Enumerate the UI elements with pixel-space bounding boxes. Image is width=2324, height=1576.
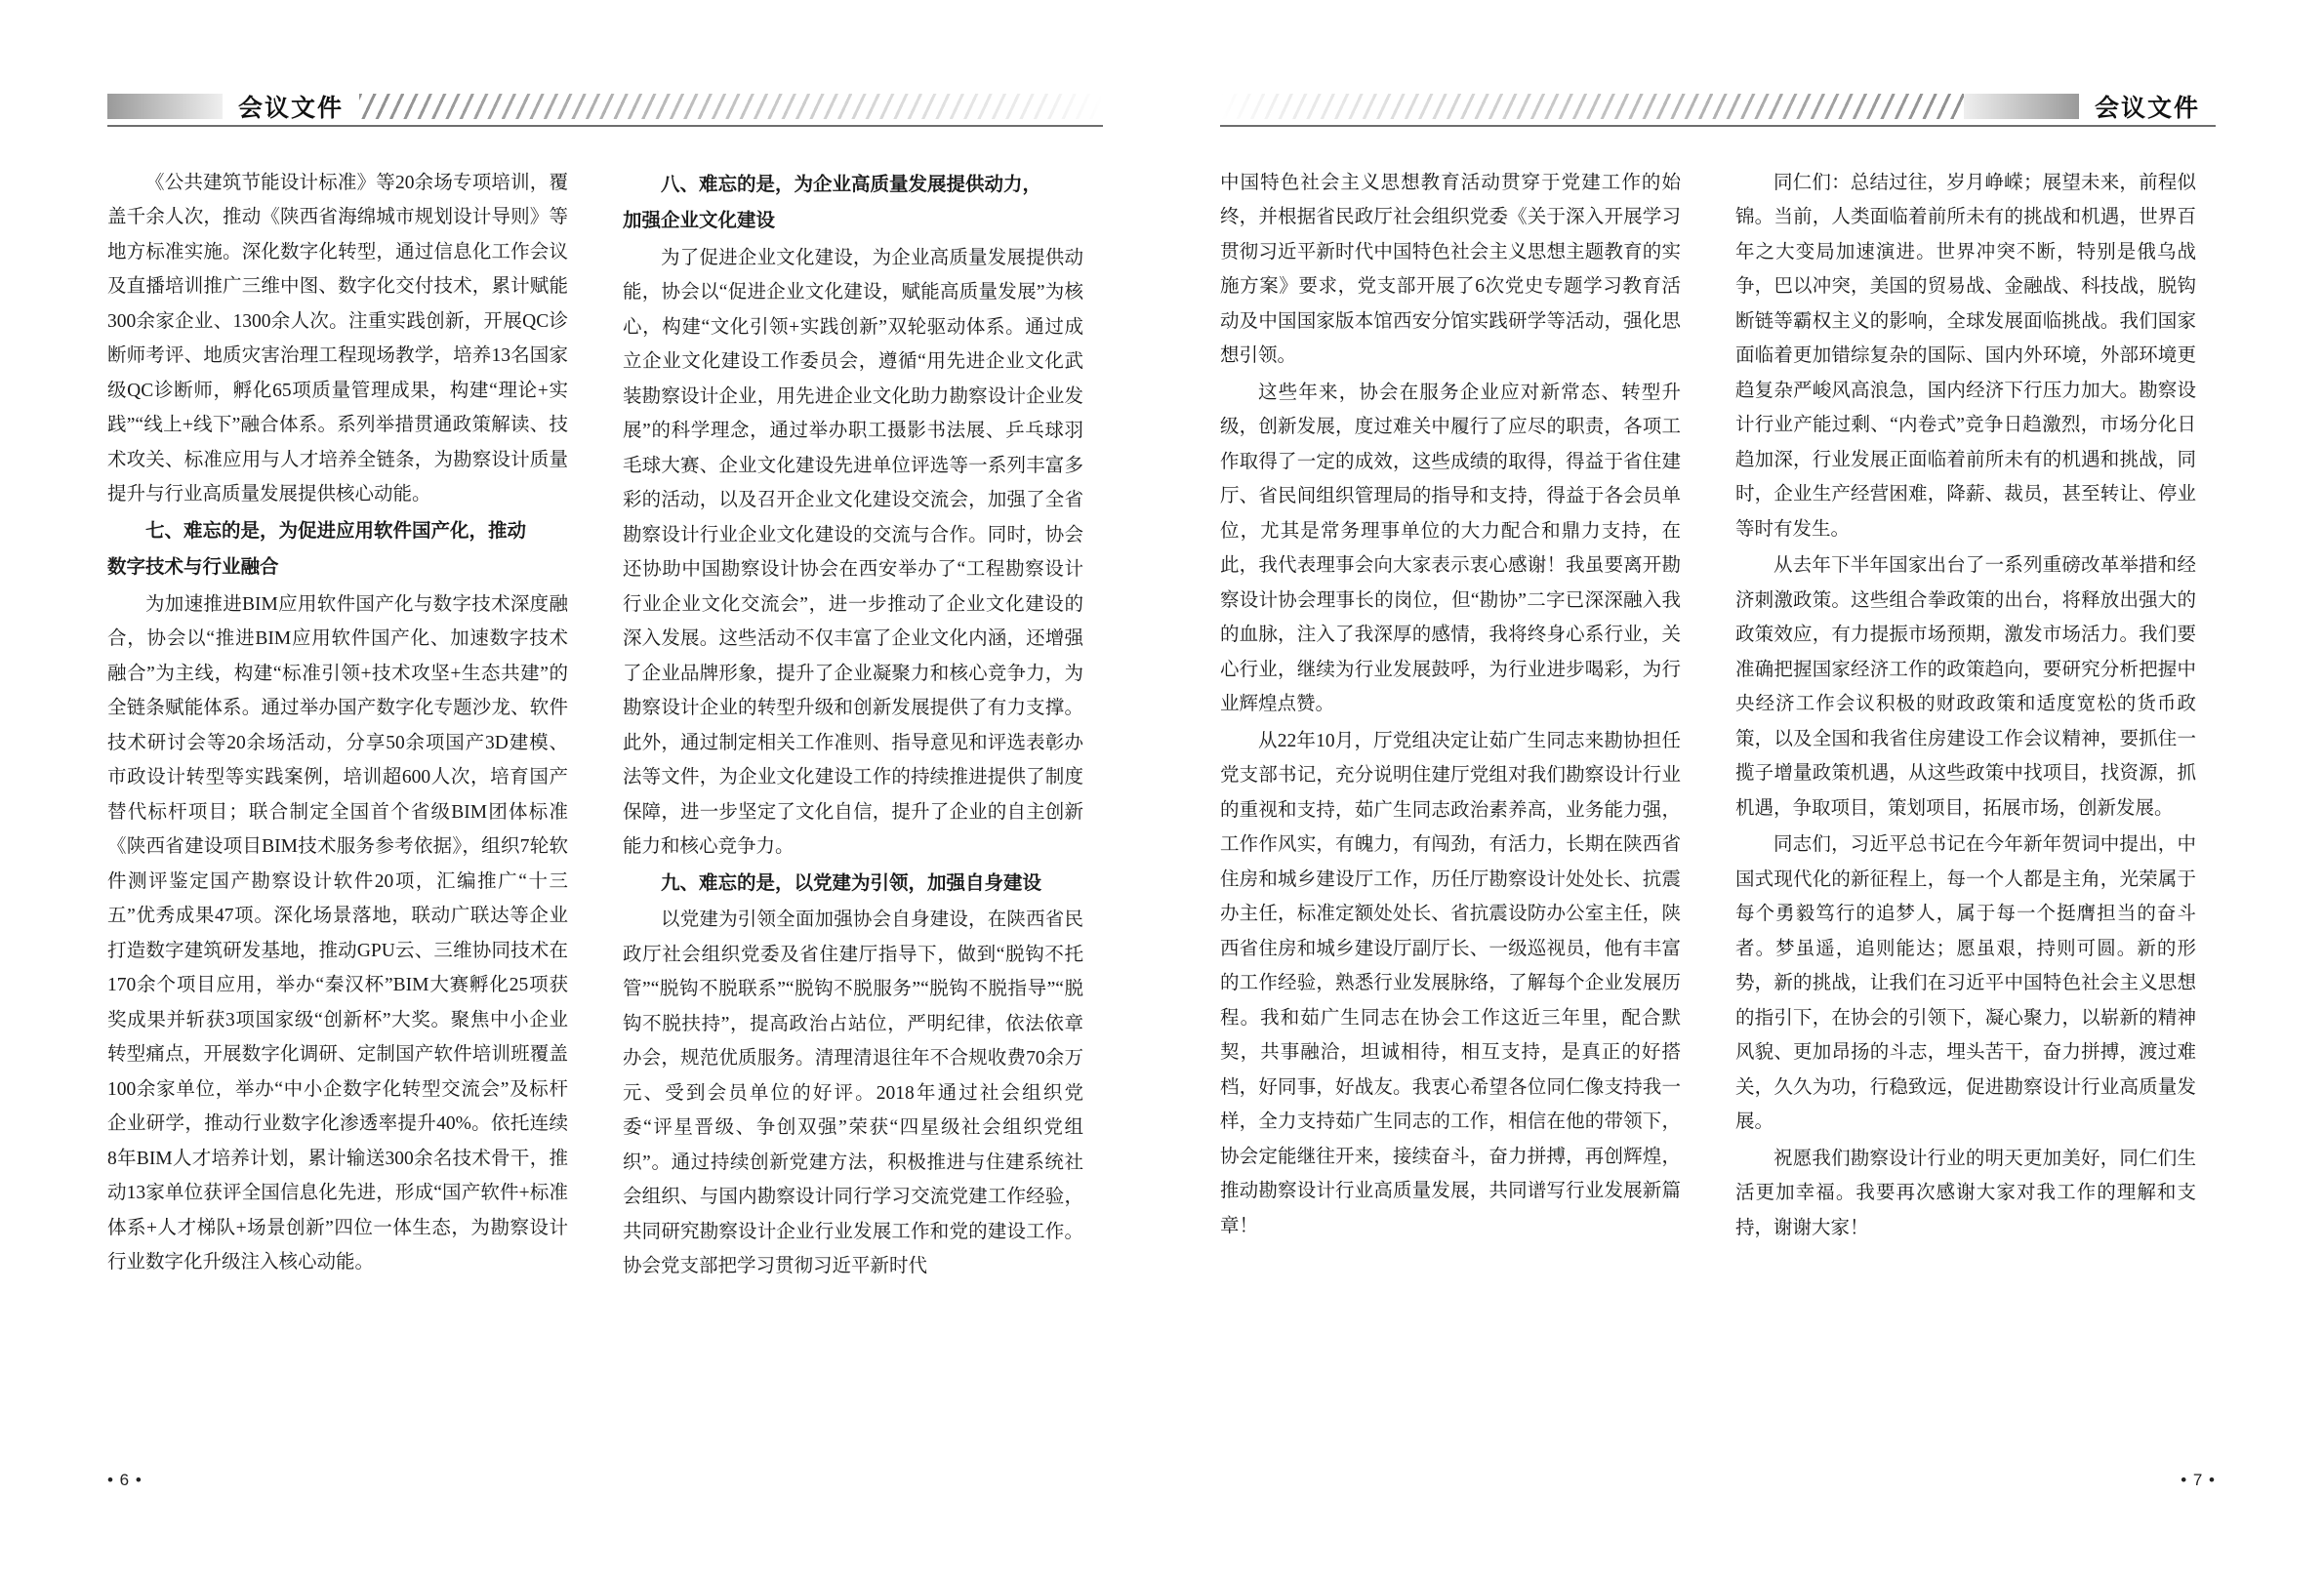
paragraph: 《公共建筑节能设计标准》等20余场专项培训，覆盖千余人次，推动《陕西省海绵城市规划设计导则》等地方标准实施。深化数字化转型，通过信息化工作会议及直播培训推广三维中图、数字化交付技术，累计赋能300余家企业、1300余人次。注重实践创新，开展QC诊断师考评、地质灾害治理工程现场教学，培养13名国家级QC诊断师，孵化65项质量管理成果，构建“理论+实践”“线上+线下”融合体系。系列举措贯通政策解读、技术攻关、标准应用与人才培养全链条，为勘察设计质量提升与行业高质量发展提供核心动能。 — [107, 173, 568, 505]
column-right-2 — [1735, 166, 2196, 1425]
section-heading-cont: 加强企业文化建设 — [623, 210, 776, 232]
paragraph: 祝愿我们勘察设计行业的明天更加美好，同仁们生活更加幸福。我要再次感谢大家对我工作的理解和支持，谢谢大家！ — [1735, 1148, 2196, 1238]
header-gradient-bar — [107, 94, 223, 119]
paragraph: 同仁们：总结过往，岁月峥嵘；展望未来，前程似锦。当前，人类面临着前所未有的挑战和机遇，世界百年之大变局加速演进。世界冲突不断，特别是俄乌战争，巴以冲突，美国的贸易战、金融战、科技战，脱钩断链等霸权主义的影响，全球发展面临挑战。我们国家面临着更加错综复杂的国际、国内外环境，外部环境更趋复杂严峻风高浪急，国内经济下行压力加大。勘察设计行业产能过剩、“内卷式”竞争日趋激烈，市场分化日趋加深，行业发展正面临着前所未有的机遇和挑战，同时，企业生产经营困难，降薪、裁员，甚至转让、停业等时有发生。 — [1735, 173, 2196, 540]
column-right-1 — [1220, 166, 1681, 1425]
column-container-left — [107, 166, 1103, 1425]
column-left-1 — [107, 166, 568, 1425]
header-rule — [1220, 125, 2216, 127]
column-left-2 — [623, 166, 1083, 1425]
page-number-right: • 7 • — [2181, 1471, 2216, 1489]
page-right — [1162, 0, 2323, 1576]
section-heading: 九、难忘的是，以党建为引领，加强自身建设 — [661, 871, 1042, 894]
header-title: 会议文件 — [223, 89, 359, 124]
header-hatch-pattern — [1220, 94, 1964, 119]
header-title: 会议文件 — [2079, 89, 2216, 124]
paragraph: 为加速推进BIM应用软件国产化与数字技术深度融合，协会以“推进BIM应用软件国产化、加速数字技术融合”为主线，构建“标准引领+技术攻坚+生态共建”的全链条赋能体系。通过举办国产数字化专题沙龙、软件技术研讨会等20余场活动，分享50余项国产3D建模、市政设计转型等实践案例，培训超600人次，培育国产替代标杆项目；联合制定全国首个省级BIM团体标准《陕西省建设项目BIM技术服务参考依据》，组织7轮软件测评鉴定国产勘察设计软件20项，汇编推广“十三五”优秀成果47项。深化场景落地，联动广联达等企业打造数字建筑研发基地，推动GPU云、三维协同技术在170余个项目应用，举办“秦汉杯”BIM大赛孵化25项获奖成果并斩获3项国家级“创新杯”大奖。聚焦中小企业转型痛点，开展数字化调研、定制国产软件培训班覆盖100余家单位，举办“中小企数字化转型交流会”及标杆企业研学，推动行业数字化渗透率提升40%。依托连续8年BIM人才培养计划，累计输送300余名技术骨干，推动13家单位获评全国信息化先进，形成“国产软件+标准体系+人才梯队+场景创新”四位一体生态，为勘察设计行业数字化升级注入核心动能。 — [107, 593, 568, 1273]
paragraph: 从22年10月，厅党组决定让茹广生同志来勘协担任党支部书记，充分说明住建厅党组对我们勘察设计行业的重视和支持，茹广生同志政治素养高，业务能力强，工作作风实，有魄力，有闯劲，有活力，长期在陕西省住房和城乡建设厅工作，历任厅勘察设计处处长、抗震办主任，标准定额处处长、省抗震设防办公室主任，陕西省住房和城乡建设厅副厅长、一级巡视员，他有丰富的工作经验，熟悉行业发展脉络，了解每个企业发展历程。我和茹广生同志在协会工作这近三年里，配合默契，共事融洽，坦诚相待，相互支持，是真正的好搭档，好同事，好战友。我衷心希望各位同仁像支持我一样，全力支持茹广生同志的工作，相信在他的带领下，协会定能继往开来，接续奋斗，奋力拼搏，再创辉煌，推动勘察设计行业高质量发展，共同谱写行业发展新篇章！ — [1220, 730, 1681, 1236]
section-heading-cont: 数字技术与行业融合 — [107, 556, 279, 579]
paragraph: 为了促进企业文化建设，为企业高质量发展提供动能，协会以“促进企业文化建设，赋能高质量发展”为核心，构建“文化引领+实践创新”双轮驱动体系。通过成立企业文化建设工作委员会，遵循“用先进企业文化武装勘察设计企业，用先进企业文化助力勘察设计企业发展”的科学理念，通过举办职工摄影书法展、乒乓球羽毛球大赛、企业文化建设先进单位评选等一系列丰富多彩的活动，以及召开企业文化建设交流会，加强了全省勘察设计行业企业文化建设的交流与合作。同时，协会还协助中国勘察设计协会在西安举办了“工程勘察设计行业企业文化交流会”，进一步推动了企业文化建设的深入发展。这些活动不仅丰富了企业文化内涵，还增强了企业品牌形象，提升了企业凝聚力和核心竞争力，为勘察设计企业的转型升级和创新发展提供了有力支撑。此外，通过制定相关工作准则、指导意见和评选表彰办法等文件，为企业文化建设工作的持续推进提供了制度保障，进一步坚定了文化自信，提升了企业的自主创新能力和核心竞争力。 — [623, 247, 1083, 858]
header-hatch-pattern — [359, 94, 1103, 119]
column-container-right — [1220, 166, 2216, 1425]
running-head-right — [1220, 76, 2216, 137]
paragraph: 同志们，习近平总书记在今年新年贺词中提出，中国式现代化的新征程上，每一个人都是主角，光荣属于每个勇毅笃行的追梦人，属于每一个挺膺担当的奋斗者。梦虽遥，追则能达；愿虽艰，持则可圆。新的形势，新的挑战，让我们在习近平中国特色社会主义思想的指引下，在协会的引领下，凝心聚力，以崭新的精神风貌、更加昂扬的斗志，埋头苦干，奋力拼搏，渡过难关，久久为功，行稳致远，促进勘察设计行业高质量发展。 — [1735, 834, 2196, 1133]
section-heading: 七、难忘的是，为促进应用软件国产化，推动 — [145, 519, 527, 542]
header-gradient-bar — [1964, 94, 2079, 119]
paragraph: 从去年下半年国家出台了一系列重磅改革举措和经济刺激政策。这些组合拳政策的出台，将释放出强大的政策效应，有力提振市场预期，激发市场活力。我们要准确把握国家经济工作的政策趋向，要研究分析把握中央经济工作会议积极的财政政策和适度宽松的货币政策，以及全国和我省住房建设工作会议精神，要抓住一揽子增量政策机遇，从这些政策中找项目，找资源，抓机遇，争取项目，策划项目，拓展市场，创新发展。 — [1735, 555, 2196, 819]
paragraph: 以党建为引领全面加强协会自身建设，在陕西省民政厅社会组织党委及省住建厅指导下，做到“脱钩不托管”“脱钩不脱联系”“脱钩不脱服务”“脱钩不脱指导”“脱钩不脱扶持”，提高政治占站位，严明纪律，依法依章办会，规范优质服务。清理清退往年不合规收费70余万元、受到会员单位的好评。2018年通过社会组织党委“评星晋级、争创双强”荣获“四星级社会组织党组织”。通过持续创新党建方法，积极推进与住建系统社会组织、与国内勘察设计同行学习交流党建工作经验，共同研究勘察设计企业行业发展工作和党的建设工作。协会党支部把学习贯彻习近平新时代 — [623, 909, 1083, 1277]
page-number-left: • 6 • — [107, 1471, 143, 1489]
running-head-left — [107, 76, 1103, 137]
paragraph: 这些年来，协会在服务企业应对新常态、转型升级，创新发展，度过难关中履行了应尽的职责，各项工作取得了一定的成效，这些成绩的取得，得益于省住建厅、省民间组织管理局的指导和支持，得益于各会员单位，尤其是常务理事单位的大力配合和鼎力支持，在此，我代表理事会向大家表示衷心感谢！我虽要离开勘察设计协会理事长的岗位，但“勘协”二字已深深融入我的血脉，注入了我深厚的感情，我将终身心系行业，关心行业，继续为行业发展鼓呼，为行业进步喝彩，为行业辉煌点赞。 — [1220, 382, 1681, 715]
paragraph-continued: 中国特色社会主义思想教育活动贯穿于党建工作的始终，并根据省民政厅社会组织党委《关于深入开展学习贯彻习近平新时代中国特色社会主义思想主题教育的实施方案》要求，党支部开展了6次党史专题学习教育活动及中国国家版本馆西安分馆实践研学等活动，强化思想引领。 — [1220, 173, 1681, 367]
header-rule — [107, 125, 1103, 127]
section-heading: 八、难忘的是，为企业高质量发展提供动力， — [661, 174, 1042, 195]
